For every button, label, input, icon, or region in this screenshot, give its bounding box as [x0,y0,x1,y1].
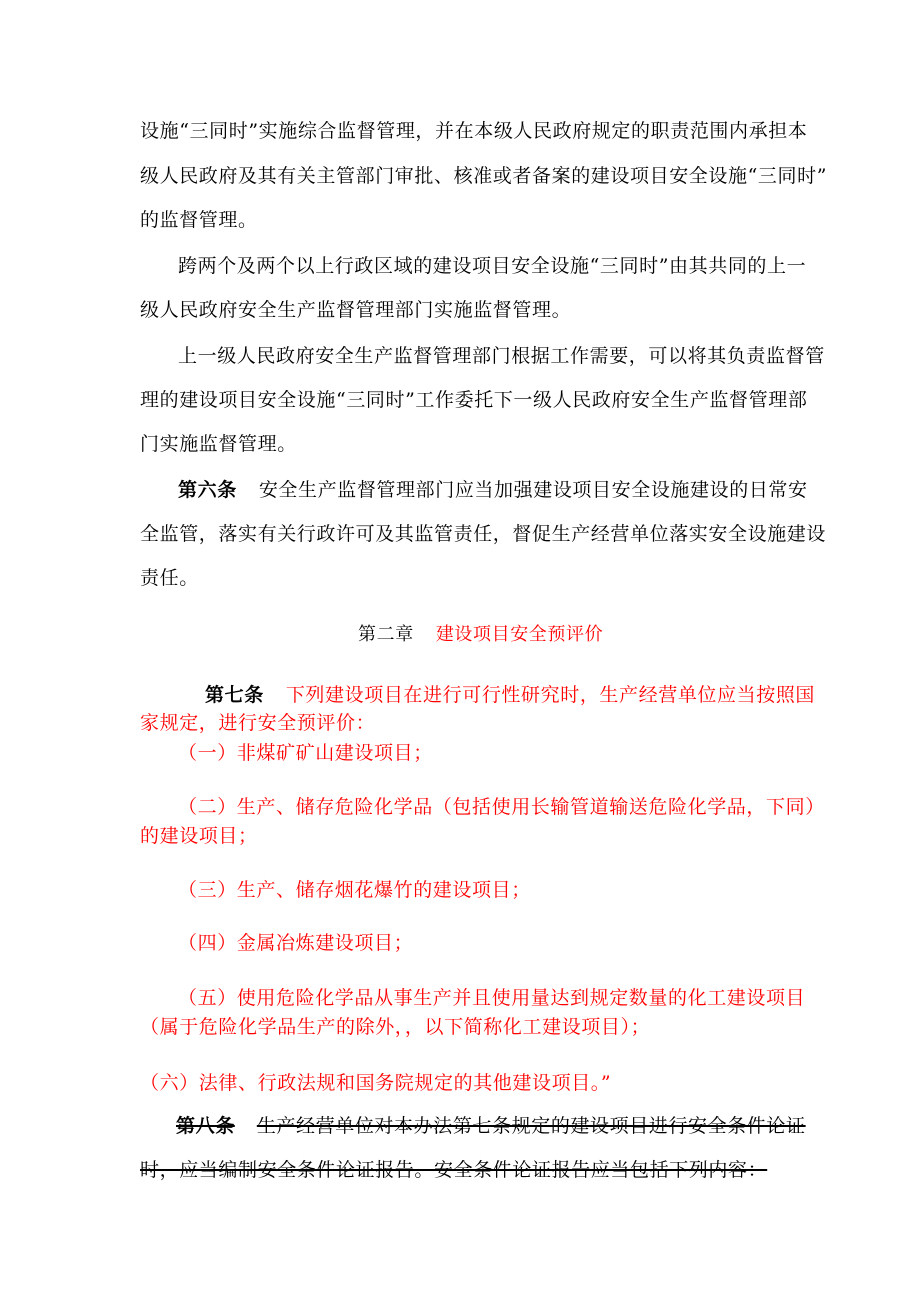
chapter-title: 建设项目安全预评价 [435,624,604,645]
chapter-number: 第二章 [358,624,414,645]
text-line: 级人民政府安全生产监督管理部门实施监督管理。 [140,299,572,321]
list-item: （二）生产、储存危险化学品（包括使用长输管道输送危险化学品，下同） [178,796,825,818]
article-6-first-line [178,478,808,502]
text-line: 跨两个及两个以上行政区域的建设项目安全设施“三同时”由其共同的上一 [178,255,807,277]
article-8-first-line [158,1114,806,1138]
list-item-continuation: 的建设项目； [140,825,258,847]
text-line: 级人民政府及其有关主管部门审批、核准或者备案的建设项目安全设施“三同时” [140,165,828,187]
list-item: （三）生产、储存烟花爆竹的建设项目； [178,879,531,901]
list-item: （一）非煤矿矿山建设项目； [178,742,433,764]
list-item: （五）使用危险化学品从事生产并且使用量达到规定数量的化工建设项目 [178,987,806,1009]
text-line: 上一级人民政府安全生产监督管理部门根据工作需要，可以将其负责监督管 [178,345,825,367]
text-line: 责任。 [140,567,199,589]
text-line: 下列建设项目在进行可行性研究时，生产经营单位应当按照国 [285,684,816,706]
text-line: 安全生产监督管理部门应当加强建设项目安全设施建设的日常安 [258,479,808,501]
list-item: （六）法律、行政法规和国务院规定的其他建设项目。” [140,1072,612,1094]
text-line: 门实施监督管理。 [140,433,297,455]
text-line: 家规定，进行安全预评价： [140,712,376,734]
article-heading: 第八条 [176,1115,235,1137]
text-line: 理的建设项目安全设施“三同时”工作委托下一级人民政府安全生产监督管理部 [140,389,808,411]
text-line: 生产经营单位对本办法第七条规定的建设项目进行安全条件论证 [256,1115,806,1137]
article-7-first-line [205,683,815,707]
text-line: 全监管，落实有关行政许可及其监管责任，督促生产经营单位落实安全设施建设 [140,523,827,545]
text-line: 时，应当编制安全条件论证报告。安全条件论证报告应当包括下列内容： [140,1159,768,1181]
text-line: 设施“三同时”实施综合监督管理，并在本级人民政府规定的职责范围内承担本 [140,120,808,142]
article-heading: 第六条 [178,479,237,501]
list-item-continuation: （属于危险化学品生产的除外，，以下简称化工建设项目）； [140,1016,651,1038]
chapter-heading [358,623,603,647]
text-line: 的监督管理。 [140,209,258,231]
article-heading: 第七条 [205,684,264,706]
list-item: （四）金属冶炼建设项目； [178,932,414,954]
